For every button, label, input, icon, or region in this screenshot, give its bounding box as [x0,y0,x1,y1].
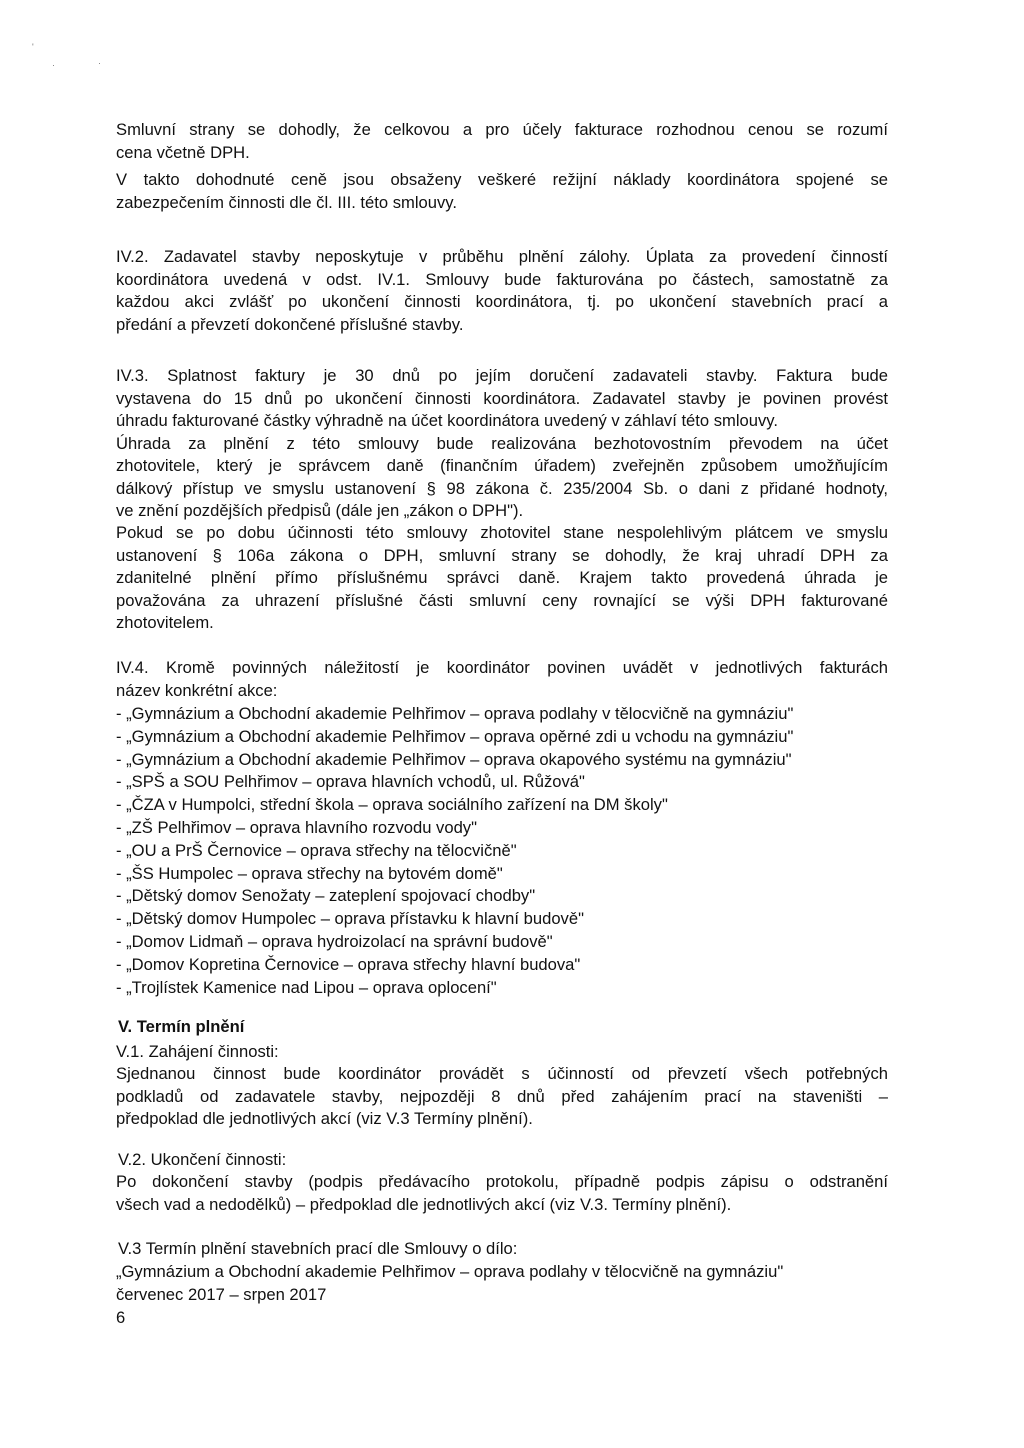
list-item: - „Trojlístek Kamenice nad Lipou – oprava oplocení" [116,977,497,997]
v3-action: „Gymnázium a Obchodní akademie Pelhřimov – oprava podlahy v tělocvičně na gymnáziu" [116,1262,784,1281]
section-heading-v: V. Termín plnění [118,1017,245,1036]
v2-title: V.2. Ukončení činnosti: [118,1150,287,1169]
list-item: - „SPŠ a SOU Pelhřimov – oprava hlavních vchodů, ul. Růžová" [116,772,585,792]
v3-title: V.3 Termín plnění stavebních prací dle Smlouvy o dílo: [118,1239,518,1258]
list-item: - „ŠS Humpolec – oprava střechy na bytovém domě" [116,863,503,883]
v1-text: Sjednanou činnost bude koordinátor provádět s účinností od převzetí všech potřebných podkladů od zadavatele stavby, nejpozději 8 dnů před zahájením prací na staveništi – předpoklad dle jednotlivých akcí (viz V.3 Termíny plnění). [116,1064,888,1128]
paragraph-iv2: IV.2. Zadavatel stavby neposkytuje v průběhu plnění zálohy. Úplata za provedení činností koordinátora uvedená v odst. IV.1. Smlouvy bude fakturována po částech, samostatně za každou akci zvlášť po ukončení činnosti koordinátora, tj. po ukončení stavebních prací a předání a převzetí dokončené příslušné stavby. [116,247,888,334]
list-item: - „Gymnázium a Obchodní akademie Pelhřimov – oprava opěrné zdi u vchodu na gymnáziu" [116,726,794,746]
paragraph-price-overheads: V takto dohodnuté ceně jsou obsaženy veškeré režijní náklady koordinátora spojené se zabezpečením činnosti dle čl. III. této smlouvy. [116,170,888,212]
paragraph-iv3: IV.3. Splatnost faktury je 30 dnů po jejím doručení zadavateli stavby. Faktura bude vystavena do 15 dnů po ukončení činnosti koordinátora. Zadavatel stavby je povinen provést úhradu fakturované částky výhradně na účet koordinátora uvedený v záhlaví této smlouvy. Úhrada za plnění z této smlouvy bude realizována bezhotovostním převodem na účet zhotovitele, který je správcem daně (finančním úřadem) zveřejněn způsobem umožňujícím dálkový přístup ve smyslu ustanovení § 98 zákona č. 235/2004 Sb. o dani z přidané hodnoty, ve znění pozdějších předpisů (dále jen „zákon o DPH"). [116,366,888,520]
paragraph-price-incl-vat: Smluvní strany se dohodly, že celkovou a pro účely fakturace rozhodnou cenou se rozumí cena včetně DPH. [116,120,888,162]
v2-text: Po dokončení stavby (podpis předávacího protokolu, případně podpis zápisu o odstranění všech vad a nedodělků) – předpoklad dle jednotlivých akcí (viz V.3. Termíny plnění). [116,1172,888,1214]
scan-mark: ' [32,42,34,52]
list-item: - „Gymnázium a Obchodní akademie Pelhřimov – oprava podlahy v tělocvičně na gymnáziu" [116,704,794,723]
actions-list [116,703,906,999]
list-item: - „ZŠ Pelhřimov – oprava hlavního rozvodu vody" [116,817,477,837]
list-item: - „Dětský domov Humpolec – oprava přístavku k hlavní budově" [116,909,584,929]
list-item: - „ČZA v Humpolci, střední škola – oprava sociálního zařízení na DM školy" [116,795,668,815]
list-item: - „Dětský domov Senožaty – zateplení spojovací chodby" [116,886,536,906]
v3-period: červenec 2017 – srpen 2017 [116,1285,327,1304]
page-number: 6 [116,1308,126,1327]
list-item: - „Domov Lidmaň – oprava hydroizolací na správní budově" [116,931,553,951]
paragraph-iv4: IV.4. Kromě povinných náležitostí je koordinátor povinen uvádět v jednotlivých fakturách název konkrétní akce: [116,658,888,700]
scan-mark: · [98,58,101,68]
v1-title: V.1. Zahájení činnosti: [116,1042,279,1061]
list-item: - „Gymnázium a Obchodní akademie Pelhřimov – oprava okapového systému na gymnáziu" [116,749,792,769]
list-item: - „Domov Kopretina Černovice – oprava střechy hlavní budova" [116,954,581,974]
list-item: - „OU a PrŠ Černovice – oprava střechy na tělocvičně" [116,840,517,860]
scan-mark: · [52,60,55,70]
paragraph-iv3-unreliable-payer: Pokud se po dobu účinnosti této smlouvy zhotovitel stane nespolehlivým plátcem ve smyslu ustanovení § 106a zákona o DPH, smluvní strany se dohodly, že kraj uhradí DPH za zdanitelné plnění přímo příslušnému správci daně. Krajem takto provedená úhrada je považována za uhrazení příslušné části smluvní ceny rovnající se výši DPH fakturované zhotovitelem. [116,523,888,632]
